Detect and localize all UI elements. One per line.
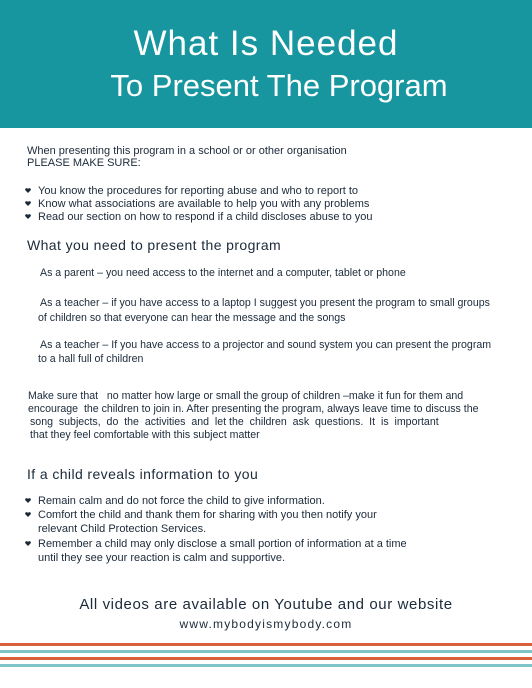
heart-bullet-icon bbox=[25, 188, 31, 193]
parent-requirement: As a parent – you need access to the internet and a computer, tablet or phone bbox=[40, 267, 406, 279]
header-banner bbox=[0, 0, 532, 128]
list-item: Comfort the child and thank them for sharing with you then notify your bbox=[38, 509, 377, 521]
list-item: relevant Child Protection Services. bbox=[38, 523, 207, 535]
divider-stripe bbox=[0, 643, 532, 646]
make-sure-paragraph: song subjects, do the activities and let the children ask questions. It is important bbox=[30, 416, 439, 428]
heart-bullet-icon bbox=[25, 214, 31, 219]
divider-stripe bbox=[0, 657, 532, 660]
teacher-laptop-line: As a teacher – if you have access to a laptop I suggest you present the program to small groups bbox=[40, 297, 490, 309]
footer-videos-note: All videos are available on Youtube and our website bbox=[79, 596, 453, 613]
intro-line: When presenting this program in a school or or other organisation bbox=[27, 145, 347, 157]
make-sure-paragraph: that they feel comfortable with this subject matter bbox=[30, 429, 260, 441]
teacher-laptop-line: of children so that everyone can hear the message and the songs bbox=[38, 312, 346, 324]
teacher-projector-line: to a hall full of children bbox=[38, 353, 144, 365]
list-item: until they see your reaction is calm and supportive. bbox=[38, 552, 286, 564]
section-heading-present: What you need to present the program bbox=[27, 237, 282, 253]
heart-bullet-icon bbox=[25, 512, 31, 517]
list-item: Remember a child may only disclose a small portion of information at a time bbox=[38, 538, 407, 550]
heart-bullet-icon bbox=[25, 201, 31, 206]
list-item: Know what associations are available to help you with any problems bbox=[38, 198, 370, 210]
make-sure-paragraph: Make sure that no matter how large or small the group of children –make it fun for them and bbox=[28, 390, 464, 402]
list-item: Read our section on how to respond if a child discloses abuse to you bbox=[38, 211, 373, 223]
page-subtitle: To Present The Program bbox=[110, 68, 448, 103]
heart-bullet-icon bbox=[25, 541, 31, 546]
footer-website-link[interactable]: www.mybodyismybody.com bbox=[179, 617, 353, 631]
list-item: You know the procedures for reporting abuse and who to report to bbox=[38, 185, 359, 197]
heart-bullet-icon bbox=[25, 498, 31, 503]
section-heading-reveal: If a child reveals information to you bbox=[27, 466, 259, 482]
page-title: What Is Needed bbox=[133, 24, 399, 63]
make-sure-paragraph: encourage the children to join in. After presenting the program, always leave time to discuss the bbox=[28, 403, 479, 415]
divider-stripe bbox=[0, 664, 532, 667]
teacher-projector-line: As a teacher – If you have access to a projector and sound system you can present the program bbox=[40, 339, 492, 351]
list-item: Remain calm and do not force the child to give information. bbox=[38, 495, 325, 507]
intro-make-sure: PLEASE MAKE SURE: bbox=[27, 157, 141, 169]
divider-stripe bbox=[0, 650, 532, 653]
